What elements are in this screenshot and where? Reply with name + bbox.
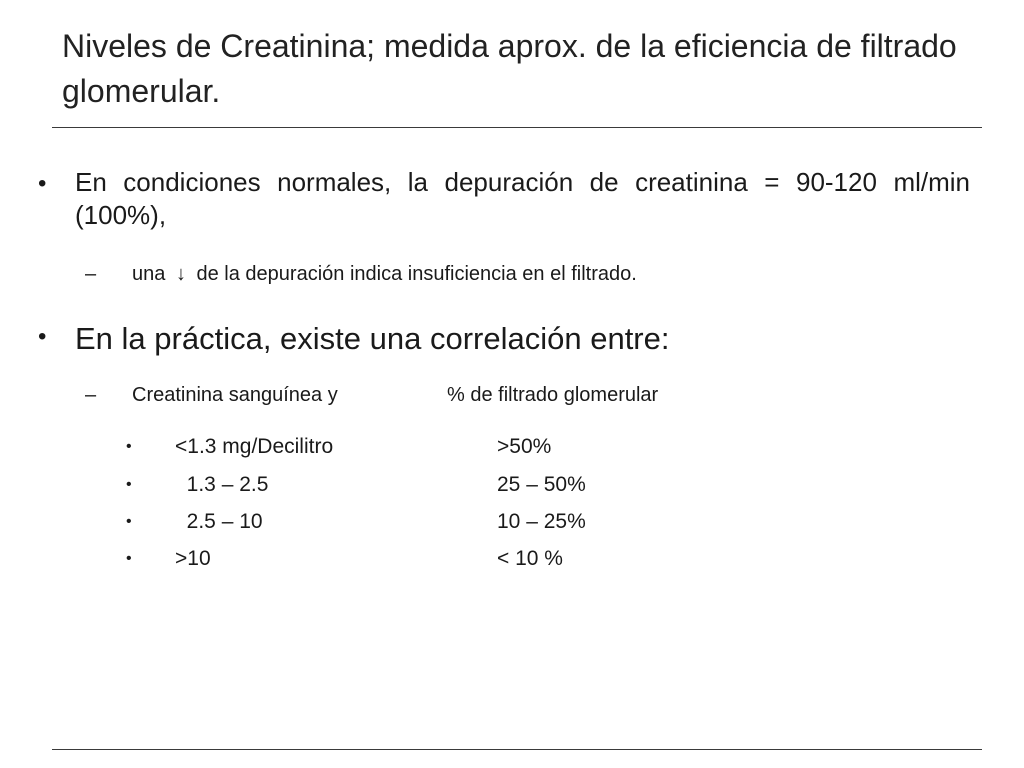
bullet-icon: • <box>38 170 47 197</box>
down-arrow-icon: ↓ <box>175 263 186 285</box>
slide-title: Niveles de Creatinina; medida aprox. de la eficiencia de filtrado glomerular. <box>62 28 957 109</box>
bullet-icon: • <box>126 513 132 530</box>
correlation-header-creatinine: Creatinina sanguínea y <box>132 384 338 406</box>
row-creatinine-value: >10 <box>175 547 211 570</box>
row-filtration-value: >50% <box>497 435 552 458</box>
dash-icon: – <box>85 263 97 285</box>
row-filtration-value: < 10 % <box>497 547 563 570</box>
row-creatinine-value: <1.3 mg/Decilitro <box>175 435 334 458</box>
bullet-normal-clearance: En condiciones normales, la depuración de creatinina = 90-120 ml/min (100%), <box>75 167 970 230</box>
row-filtration-value: 10 – 25% <box>497 510 586 533</box>
correlation-header-filtration: % de filtrado glomerular <box>447 384 659 406</box>
row-creatinine-value: 2.5 – 10 <box>175 510 263 533</box>
dash-icon: – <box>85 384 97 406</box>
bullet-icon: • <box>126 476 132 493</box>
bullet-correlation: En la práctica, existe una correlación entre: <box>75 321 670 356</box>
sub-bullet-decrease <box>132 260 637 288</box>
row-filtration-value: 25 – 50% <box>497 473 586 496</box>
footer-divider <box>52 749 982 750</box>
bullet-icon: • <box>38 323 47 350</box>
sub-bullet-prefix: una <box>132 263 166 285</box>
bullet-icon: • <box>126 438 132 455</box>
row-creatinine-value: 1.3 – 2.5 <box>175 473 269 496</box>
sub-bullet-suffix: de la depuración indica insuficiencia en el filtrado. <box>196 263 637 285</box>
title-divider <box>52 127 982 128</box>
bullet-icon: • <box>126 550 132 567</box>
